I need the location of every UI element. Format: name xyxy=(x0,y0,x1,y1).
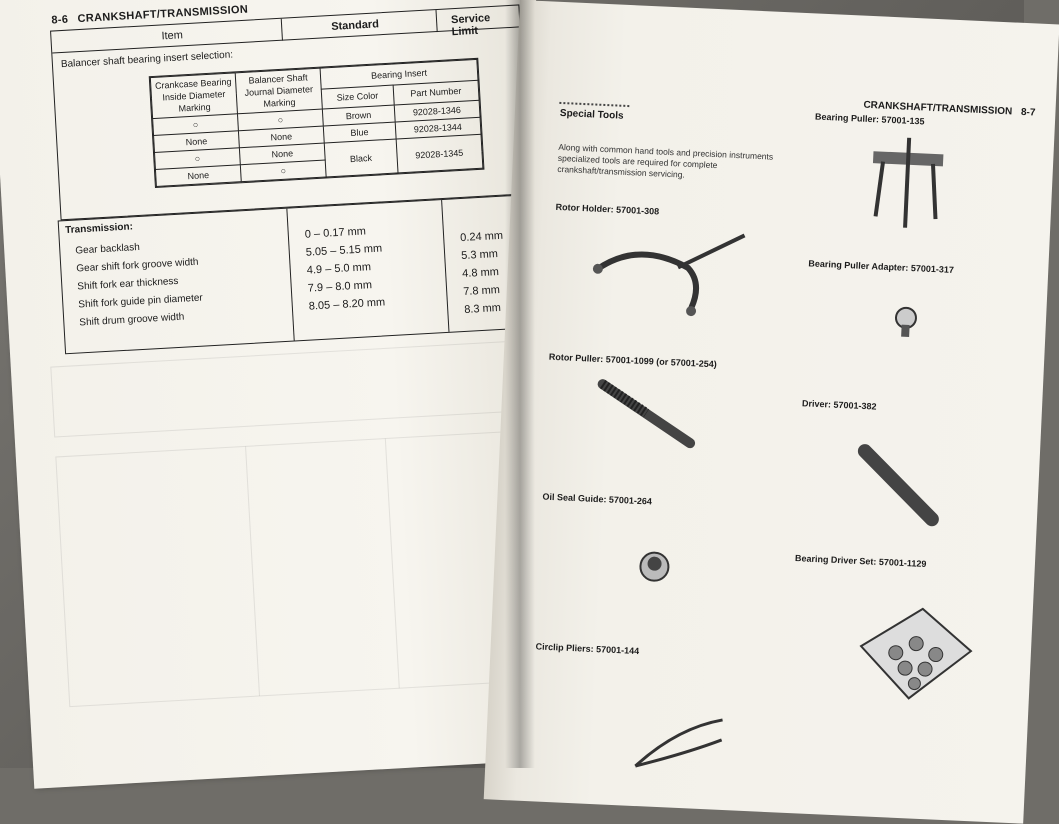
cell: ○ xyxy=(237,109,323,131)
list-item: Gear backlash xyxy=(75,241,141,257)
tool-label-rotor-puller: Rotor Puller: 57001-1099 (or 57001-254) xyxy=(548,351,717,370)
list-item: 7.9 – 8.0 mm xyxy=(307,279,373,295)
driver-image xyxy=(846,435,950,539)
rotor-puller-image xyxy=(589,374,703,459)
list-item: Shift fork guide pin diameter xyxy=(78,292,204,311)
rotor-holder-image xyxy=(575,218,750,336)
insert-header-crankcase: Crankcase Bearing Inside Diameter Marking xyxy=(150,73,237,119)
insert-subheader-color: Size Color xyxy=(321,85,394,109)
cell: Black xyxy=(324,139,397,177)
cell: Brown xyxy=(322,105,394,126)
tool-label-bearing-puller: Bearing Puller: 57001-135 xyxy=(814,111,925,127)
header-standard: Standard xyxy=(330,18,380,33)
cell: None xyxy=(154,131,240,153)
right-page-number: 8-7 xyxy=(1020,106,1036,119)
transmission-title: Transmission: xyxy=(64,221,134,237)
show-through-texture xyxy=(40,331,540,737)
list-item: Shift fork ear thickness xyxy=(77,275,179,293)
section-rule xyxy=(559,102,629,107)
special-tools-intro: Along with common hand tools and precision instruments specialized tools are required for complete crankshaft/transmission servicing. xyxy=(557,141,774,180)
left-section-title: CRANKSHAFT/TRANSMISSION xyxy=(77,3,249,26)
tool-label-oil-seal-guide: Oil Seal Guide: 57001-264 xyxy=(542,491,653,507)
list-item: 0.24 mm xyxy=(459,229,504,245)
header-item: Item xyxy=(161,29,184,43)
cell: ○ xyxy=(153,114,239,136)
tool-label-bearing-puller-adapter: Bearing Puller Adapter: 57001-317 xyxy=(808,258,955,275)
cell: 92028-1345 xyxy=(396,134,483,173)
list-item: 8.3 mm xyxy=(463,301,502,316)
bearing-insert-table xyxy=(149,58,485,188)
list-item: 5.3 mm xyxy=(460,248,499,263)
transmission-items xyxy=(75,236,204,333)
balancer-label: Balancer shaft bearing insert selection: xyxy=(60,49,234,71)
cell: 92028-1346 xyxy=(394,100,480,122)
list-item: 4.8 mm xyxy=(461,265,500,281)
list-item: 5.05 – 5.15 mm xyxy=(305,242,383,259)
bearing-puller-adapter-image xyxy=(885,302,927,344)
cell: ○ xyxy=(155,148,241,170)
tool-label-circlip-pliers: Circlip Pliers: 57001-144 xyxy=(535,641,640,657)
header-service-limit: Service Limit xyxy=(450,12,491,39)
tool-label-bearing-driver-set: Bearing Driver Set: 57001-1129 xyxy=(794,553,927,570)
right-section-title: CRANKSHAFT/TRANSMISSION xyxy=(863,99,1013,118)
cell: None xyxy=(155,165,241,187)
cell: Blue xyxy=(323,122,395,143)
oil-seal-guide-image xyxy=(634,546,676,588)
transmission-limits xyxy=(460,227,508,319)
cell: None xyxy=(238,126,324,148)
cell: None xyxy=(239,143,325,165)
spec-table-top xyxy=(50,4,530,220)
special-tools-title: Special Tools xyxy=(559,107,624,122)
cell: 92028-1344 xyxy=(395,117,481,139)
list-item: Gear shift fork groove width xyxy=(76,256,199,275)
tool-label-rotor-holder: Rotor Holder: 57001-308 xyxy=(555,201,660,217)
transmission-standard xyxy=(304,221,385,315)
list-item: Shift drum groove width xyxy=(79,311,185,329)
list-item: 0 – 0.17 mm xyxy=(304,225,367,241)
insert-header-bearing: Bearing Insert xyxy=(320,59,478,88)
bearing-puller-image xyxy=(849,130,964,245)
circlip-pliers-image xyxy=(625,696,729,780)
left-page-number: 8-6 xyxy=(51,13,69,27)
transmission-table xyxy=(58,194,537,354)
right-page xyxy=(484,0,1059,824)
insert-subheader-part: Part Number xyxy=(393,80,480,105)
book-gutter xyxy=(505,0,535,768)
cell: ○ xyxy=(240,160,326,182)
list-item: 7.8 mm xyxy=(462,283,501,298)
list-item: 4.9 – 5.0 mm xyxy=(306,261,372,277)
insert-header-journal: Balancer Shaft Journal Diameter Marking xyxy=(235,68,322,114)
bearing-driver-set-image xyxy=(838,585,984,721)
tool-label-driver: Driver: 57001-382 xyxy=(801,398,877,412)
list-item: 8.05 – 8.20 mm xyxy=(308,296,386,313)
